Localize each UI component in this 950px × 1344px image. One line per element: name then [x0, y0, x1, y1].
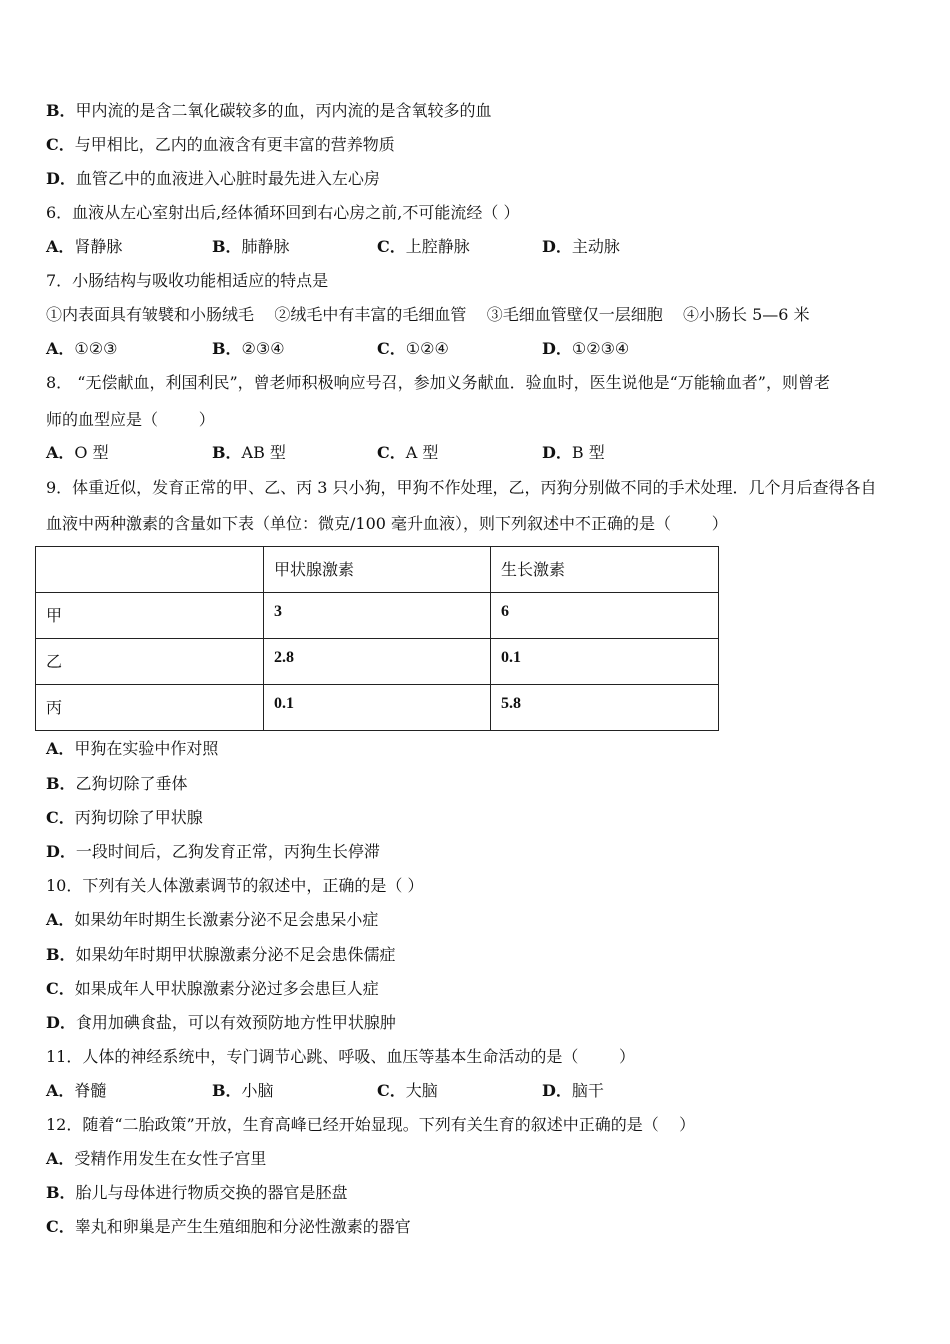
q9-option-d: D．一段时间后，乙狗发育正常，丙狗生长停滞: [46, 842, 380, 861]
table-header-row: [36, 547, 719, 593]
q10-option-a: A．如果幼年时期生长激素分泌不足会患呆小症: [46, 910, 379, 929]
q12-option-c: C．睾丸和卵巢是产生生殖细胞和分泌性激素的器官: [46, 1217, 411, 1236]
table-cell: 5.8: [491, 685, 719, 731]
q7-stem: 7．小肠结构与吸收功能相适应的特点是: [46, 271, 329, 290]
table-cell: 0.1: [264, 685, 491, 731]
q11-option-b: B．小脑: [212, 1081, 274, 1100]
q6-option-a: A．肾静脉: [46, 237, 123, 256]
q7-option-a: A．①②③: [46, 339, 118, 358]
q11-option-d: D．脑干: [542, 1081, 604, 1100]
q12-option-b: B．胎儿与母体进行物质交换的器官是胚盘: [46, 1183, 348, 1202]
q6-option-b: B．肺静脉: [212, 237, 290, 256]
q7-option-d: D．①②③④: [542, 339, 630, 358]
table-row: [36, 685, 719, 731]
q10-option-d: D．食用加碘食盐，可以有效预防地方性甲状腺肿: [46, 1013, 396, 1032]
table-cell: 乙: [36, 639, 264, 685]
q10-stem: 10．下列有关人体激素调节的叙述中，正确的是（ ）: [46, 876, 424, 895]
q9-option-b: B．乙狗切除了垂体: [46, 774, 188, 793]
q11-option-c: C．大脑: [377, 1081, 438, 1100]
q7-features: ①内表面具有皱襞和小肠绒毛 ②绒毛中有丰富的毛细血管 ③毛细血管壁仅一层细胞 ④小肠长 5—6 米: [46, 305, 810, 324]
q12-option-a: A．受精作用发生在女性子宫里: [46, 1149, 267, 1168]
q5-option-d: D．血管乙中的血液进入心脏时最先进入左心房: [46, 169, 380, 188]
q6-stem: 6．血液从左心室射出后,经体循环回到右心房之前,不可能流经（ ）: [46, 203, 520, 222]
table-cell: 2.8: [264, 639, 491, 685]
q8-option-b: B．AB 型: [212, 443, 286, 462]
q5-option-b: B．甲内流的是含二氧化碳较多的血，丙内流的是含氧较多的血: [46, 101, 492, 120]
q8-option-c: C．A 型: [377, 443, 439, 462]
table-cell: 丙: [36, 685, 264, 731]
q8-stem-line2: 师的血型应是（ ）: [46, 410, 215, 429]
table-row: [36, 593, 719, 639]
q9-stem-line2: 血液中两种激素的含量如下表（单位：微克/100 毫升血液），则下列叙述中不正确的是（ ）: [46, 514, 728, 533]
q12-stem: 12．随着“二胎政策”开放，生育高峰已经开始显现。下列有关生育的叙述中正确的是（ ）: [46, 1115, 696, 1134]
hormone-table: [35, 546, 719, 731]
q10-option-b: B．如果幼年时期甲状腺激素分泌不足会患侏儒症: [46, 945, 396, 964]
q5-option-c: C．与甲相比，乙内的血液含有更丰富的营养物质: [46, 135, 395, 154]
q9-option-c: C．丙狗切除了甲状腺: [46, 808, 203, 827]
q8-option-d: D．B 型: [542, 443, 605, 462]
q7-option-c: C．①②④: [377, 339, 449, 358]
q8-stem-line1: 8． “无偿献血，利国利民”，曾老师积极响应号召，参加义务献血．验血时，医生说他是“万能输血者”，则曾老: [46, 373, 830, 392]
table-cell: 6: [491, 593, 719, 639]
q7-option-b: B．②③④: [212, 339, 285, 358]
table-cell: 0.1: [491, 639, 719, 685]
q8-option-a: A．O 型: [46, 443, 109, 462]
table-header-cell: 生长激素: [491, 547, 719, 593]
table-cell: 甲: [36, 593, 264, 639]
table-cell: 3: [264, 593, 491, 639]
table-row: [36, 639, 719, 685]
q6-option-d: D．主动脉: [542, 237, 620, 256]
q10-option-c: C．如果成年人甲状腺激素分泌过多会患巨人症: [46, 979, 379, 998]
q11-option-a: A．脊髓: [46, 1081, 107, 1100]
table-header-cell: [36, 547, 264, 593]
q11-stem: 11．人体的神经系统中，专门调节心跳、呼吸、血压等基本生命活动的是（ ）: [46, 1047, 636, 1066]
table-header-cell: 甲状腺激素: [264, 547, 491, 593]
q9-option-a: A．甲狗在实验中作对照: [46, 739, 219, 758]
q9-stem-line1: 9．体重近似，发育正常的甲、乙、丙 3 只小狗，甲狗不作处理，乙，丙狗分别做不同的手术处理．几个月后查得各自: [46, 478, 877, 497]
q6-option-c: C．上腔静脉: [377, 237, 470, 256]
